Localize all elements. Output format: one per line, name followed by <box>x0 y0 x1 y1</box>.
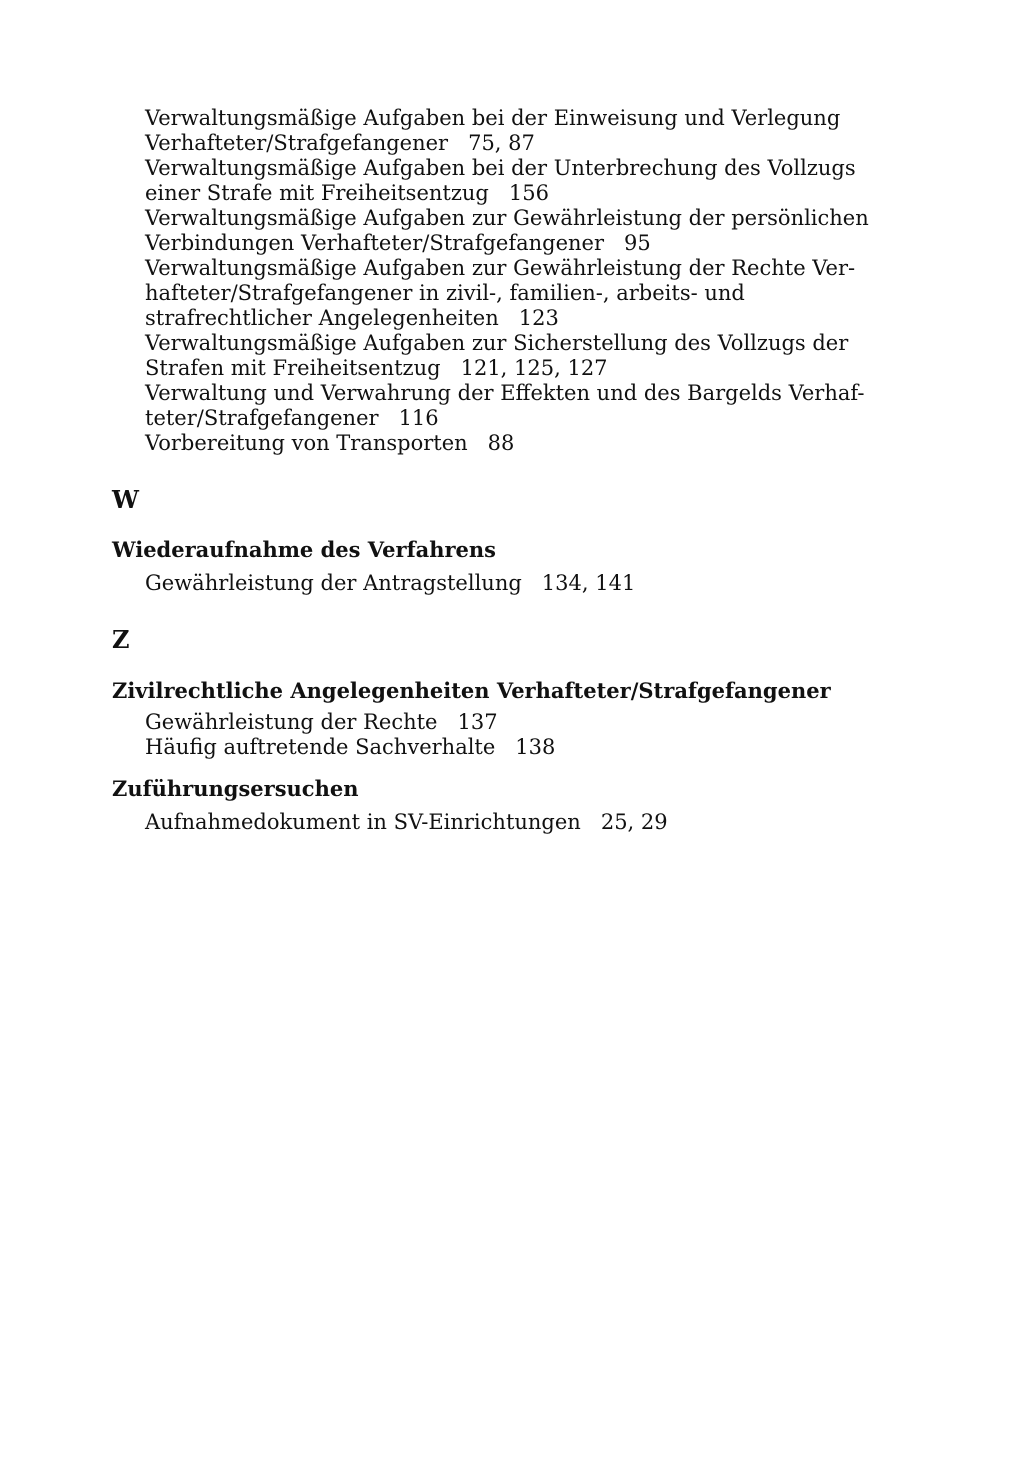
entry-line: Gewährleistung der Rechte 137 <box>145 710 498 734</box>
page-numbers: 138 <box>515 735 556 759</box>
entry-line: Aufnahmedokument in SV-Einrichtungen 25, 29 <box>145 810 668 834</box>
page-numbers: 95 <box>624 231 651 255</box>
entry-line: Verwaltungsmäßige Aufgaben bei der Unterbrechung des Vollzugs <box>145 156 856 180</box>
page-numbers: 134, 141 <box>541 571 636 595</box>
entry-line: Verwaltungsmäßige Aufgaben bei der Einweisung und Verlegung <box>145 106 841 130</box>
page-numbers: 156 <box>508 181 549 205</box>
entry-line: strafrechtlicher Angelegenheiten 123 <box>145 306 559 330</box>
entry-line: Verwaltungsmäßige Aufgaben zur Gewährleistung der persönlichen <box>145 206 869 230</box>
entry-line: einer Strafe mit Freiheitsentzug 156 <box>145 181 549 205</box>
page-numbers: 88 <box>487 431 515 455</box>
entry-line: teter/Strafgefangener 116 <box>145 406 439 430</box>
page-numbers: 116 <box>398 406 439 430</box>
entry-line: Strafen mit Freiheitsentzug 121, 125, 127 <box>145 356 608 380</box>
section-letter-w: W <box>112 485 139 514</box>
entry-line: Häufig auftretende Sachverhalte 138 <box>145 735 556 759</box>
entry-line: Verbindungen Verhafteter/Strafgefangener 95 <box>145 231 651 255</box>
entry-line: Verhafteter/Strafgefangener 75, 87 <box>145 131 535 155</box>
page-numbers: 75, 87 <box>468 131 535 155</box>
entry-line: Gewährleistung der Antragstellung 134, 141 <box>145 571 636 595</box>
page-numbers: 137 <box>457 710 498 734</box>
index-heading: Zuführungsersuchen <box>112 776 359 801</box>
page-numbers: 121, 125, 127 <box>460 356 608 380</box>
index-heading: Zivilrechtliche Angelegenheiten Verhafteter/Strafgefangener <box>112 678 831 703</box>
page-numbers: 123 <box>518 306 559 330</box>
section-letter-z: Z <box>112 625 130 654</box>
entry-line: hafteter/Strafgefangener in zivil-, familien-, arbeits- und <box>145 281 745 305</box>
index-heading: Wiederaufnahme des Verfahrens <box>112 537 496 562</box>
entry-line: Vorbereitung von Transporten 88 <box>145 431 515 455</box>
entry-line: Verwaltungsmäßige Aufgaben zur Sicherstellung des Vollzugs der <box>145 331 849 355</box>
entry-line: Verwaltungsmäßige Aufgaben zur Gewährleistung der Rechte Ver- <box>145 256 856 280</box>
entry-line: Verwaltung und Verwahrung der Effekten und des Bargelds Verhaf- <box>145 381 865 405</box>
page-numbers: 25, 29 <box>600 810 668 834</box>
